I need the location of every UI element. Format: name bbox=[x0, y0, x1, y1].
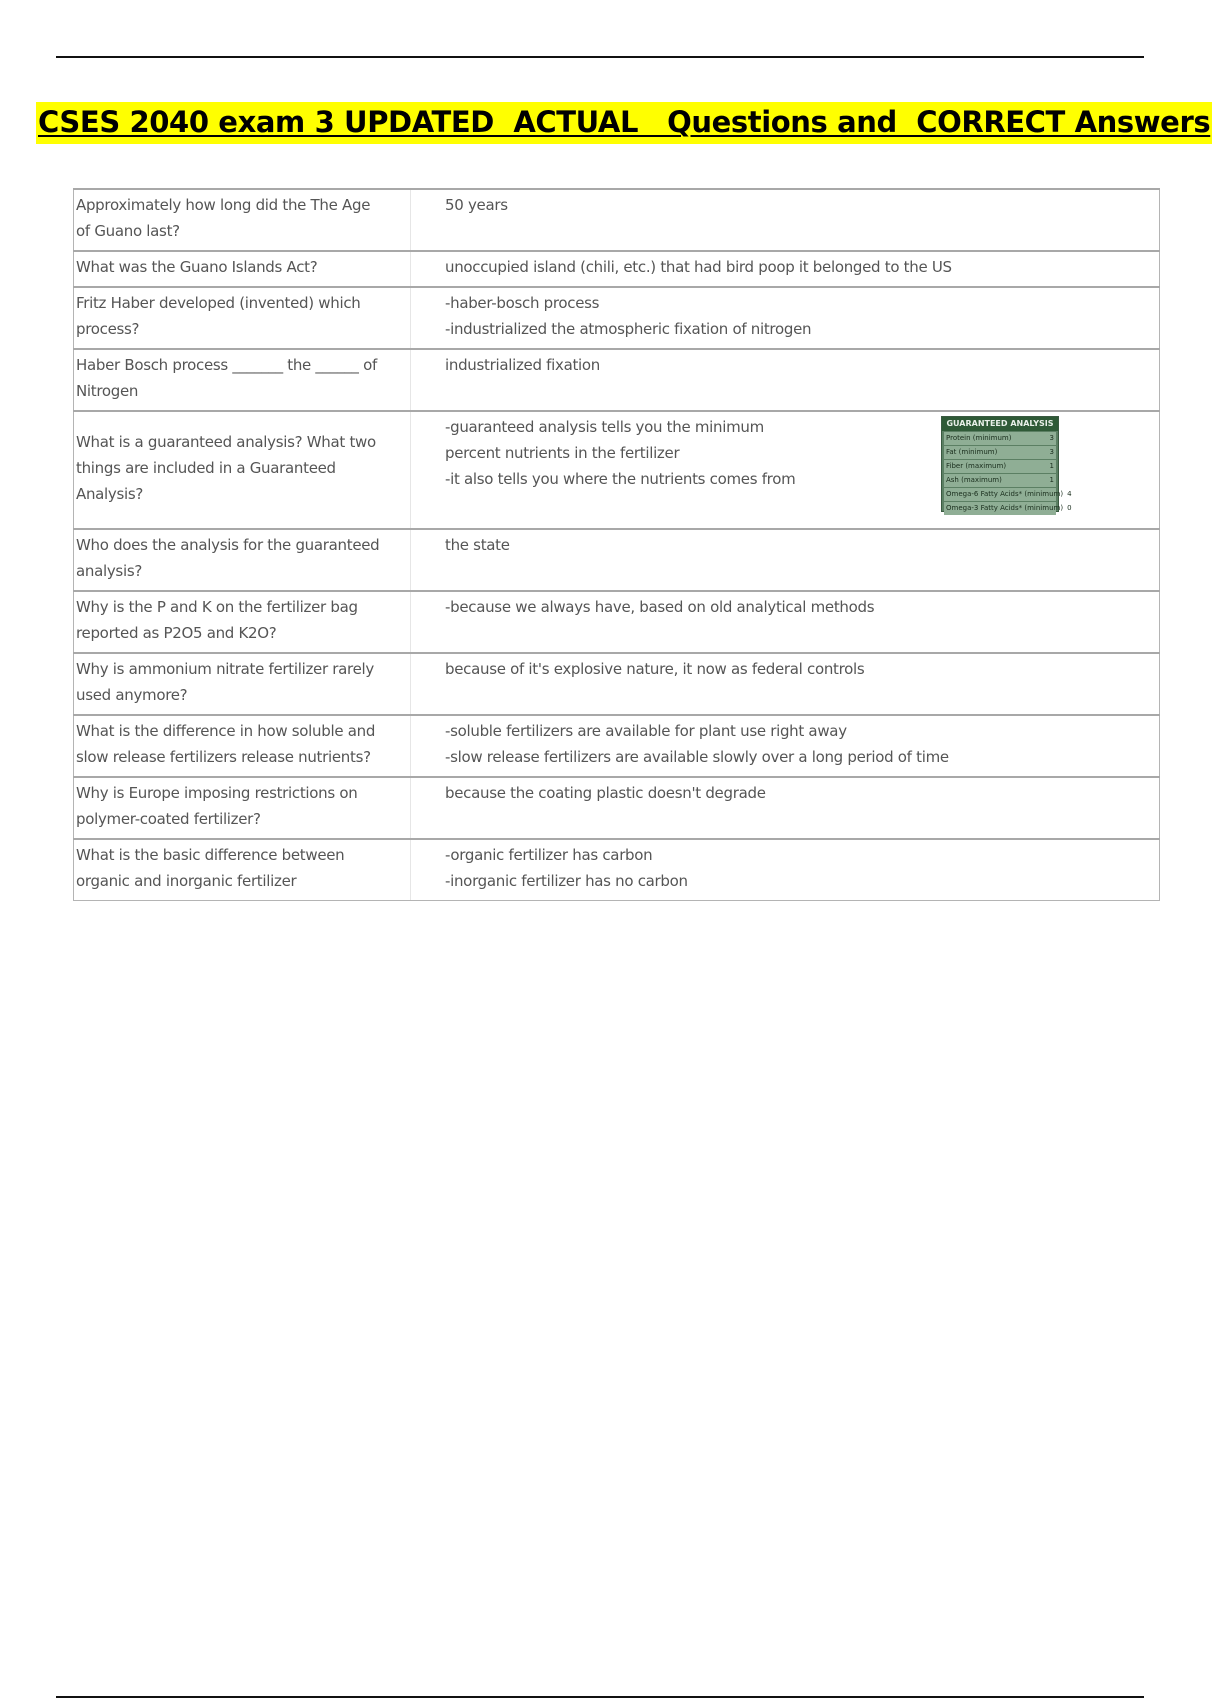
answer-text: because the coating plastic doesn't degrade bbox=[445, 784, 766, 802]
question-text: Nitrogen bbox=[76, 382, 139, 400]
answer-cell bbox=[411, 653, 1160, 715]
question-text: Fritz Haber developed (invented) which bbox=[76, 294, 361, 312]
guaranteed-analysis-row-value: 4 bbox=[1067, 490, 1072, 498]
question-text: slow release fertilizers release nutrients? bbox=[76, 748, 371, 766]
guaranteed-analysis-row-label: Fat (minimum) bbox=[946, 448, 998, 456]
question-text: of Guano last? bbox=[76, 222, 180, 240]
answer-cell bbox=[411, 529, 1160, 591]
answer-text: industrialized fixation bbox=[445, 356, 601, 374]
answer-cell bbox=[411, 251, 1160, 287]
question-cell bbox=[74, 349, 411, 411]
answer-text: -haber-bosch process bbox=[445, 294, 600, 312]
answer-text: 50 years bbox=[445, 196, 508, 214]
answer-content bbox=[445, 718, 1155, 770]
guaranteed-analysis-row-label: Protein (minimum) bbox=[946, 434, 1012, 442]
answer-text: because of it's explosive nature, it now as federal controls bbox=[445, 660, 865, 678]
qa-row bbox=[74, 777, 1160, 839]
answer-cell bbox=[411, 349, 1160, 411]
guaranteed-analysis-row-value: 1 bbox=[1049, 476, 1054, 484]
answer-content bbox=[445, 192, 1155, 218]
qa-row bbox=[74, 189, 1160, 251]
answer-content bbox=[445, 594, 1155, 620]
answer-text: percent nutrients in the fertilizer bbox=[445, 444, 680, 462]
answer-text: -because we always have, based on old analytical methods bbox=[445, 598, 875, 616]
answer-text: -it also tells you where the nutrients comes from bbox=[445, 470, 796, 488]
answer-text: -soluble fertilizers are available for plant use right away bbox=[445, 722, 847, 740]
question-text: polymer-coated fertilizer? bbox=[76, 810, 261, 828]
question-cell bbox=[74, 411, 411, 529]
qa-row bbox=[74, 251, 1160, 287]
guaranteed-analysis-row-label: Ash (maximum) bbox=[946, 476, 1002, 484]
question-cell bbox=[74, 189, 411, 251]
answer-cell bbox=[411, 287, 1160, 349]
question-text: things are included in a Guaranteed bbox=[76, 459, 336, 477]
question-text: Haber Bosch process _______ the ______ of bbox=[76, 356, 377, 374]
question-cell bbox=[74, 591, 411, 653]
question-text: organic and inorganic fertilizer bbox=[76, 872, 297, 890]
guaranteed-analysis-row bbox=[944, 460, 1056, 473]
answer-cell bbox=[411, 189, 1160, 251]
guaranteed-analysis-row-label: Omega-3 Fatty Acids* (minimum) bbox=[946, 504, 1064, 512]
question-cell bbox=[74, 839, 411, 901]
answer-content bbox=[445, 290, 1155, 342]
question-text: Approximately how long did the The Age bbox=[76, 196, 371, 214]
answer-content bbox=[445, 414, 1155, 522]
question-text: Why is ammonium nitrate fertilizer rarely bbox=[76, 660, 374, 678]
question-text: Analysis? bbox=[76, 485, 144, 503]
answer-cell bbox=[411, 777, 1160, 839]
question-cell bbox=[74, 777, 411, 839]
guaranteed-analysis-row bbox=[944, 446, 1056, 459]
question-text: What is a guaranteed analysis? What two bbox=[76, 433, 376, 451]
qa-row bbox=[74, 287, 1160, 349]
guaranteed-analysis-label-image bbox=[941, 416, 1072, 512]
footer-rule bbox=[56, 1696, 1144, 1698]
question-cell bbox=[74, 715, 411, 777]
guaranteed-analysis-row-value: 3 bbox=[1049, 434, 1054, 442]
question-text: process? bbox=[76, 320, 140, 338]
guaranteed-analysis-row-value: 1 bbox=[1049, 462, 1054, 470]
guaranteed-analysis-row-label: Fiber (maximum) bbox=[946, 462, 1007, 470]
question-text: What was the Guano Islands Act? bbox=[76, 258, 318, 276]
question-cell bbox=[74, 251, 411, 287]
question-text: Who does the analysis for the guaranteed bbox=[76, 536, 380, 554]
answer-content bbox=[445, 352, 1155, 378]
answer-content bbox=[445, 842, 1155, 894]
answer-text: unoccupied island (chili, etc.) that had bird poop it belonged to the US bbox=[445, 258, 952, 276]
qa-row bbox=[74, 411, 1160, 529]
qa-row bbox=[74, 591, 1160, 653]
question-text: What is the basic difference between bbox=[76, 846, 345, 864]
guaranteed-analysis-row bbox=[944, 488, 1072, 501]
answer-text: the state bbox=[445, 536, 510, 554]
answer-content bbox=[445, 780, 1155, 806]
answer-content bbox=[445, 254, 1155, 280]
answer-text: -slow release fertilizers are available slowly over a long period of time bbox=[445, 748, 949, 766]
guaranteed-analysis-row bbox=[944, 502, 1072, 515]
qa-table-body bbox=[74, 189, 1160, 901]
guaranteed-analysis-row-value: 3 bbox=[1049, 448, 1054, 456]
qa-table bbox=[73, 188, 1160, 901]
question-text: Why is Europe imposing restrictions on bbox=[76, 784, 358, 802]
guaranteed-analysis-row-value: 0 bbox=[1067, 504, 1072, 512]
answer-text: -organic fertilizer has carbon bbox=[445, 846, 653, 864]
guaranteed-analysis-row bbox=[944, 432, 1056, 445]
answer-cell bbox=[411, 591, 1160, 653]
answer-text: -guaranteed analysis tells you the minimum bbox=[445, 418, 764, 436]
guaranteed-analysis-heading: GUARANTEED ANALYSIS bbox=[942, 417, 1058, 431]
header-rule bbox=[56, 56, 1144, 58]
answer-text: -inorganic fertilizer has no carbon bbox=[445, 872, 688, 890]
answer-text: -industrialized the atmospheric fixation of nitrogen bbox=[445, 320, 812, 338]
answer-cell bbox=[411, 715, 1160, 777]
guaranteed-analysis-row-label: Omega-6 Fatty Acids* (minimum) bbox=[946, 490, 1064, 498]
qa-row bbox=[74, 349, 1160, 411]
qa-row bbox=[74, 653, 1160, 715]
question-cell bbox=[74, 287, 411, 349]
question-text: analysis? bbox=[76, 562, 142, 580]
question-text: What is the difference in how soluble and bbox=[76, 722, 376, 740]
answer-cell bbox=[411, 411, 1160, 529]
qa-row bbox=[74, 715, 1160, 777]
guaranteed-analysis-row bbox=[944, 474, 1056, 487]
question-cell bbox=[74, 653, 411, 715]
qa-row bbox=[74, 839, 1160, 901]
question-text: used anymore? bbox=[76, 686, 188, 704]
answer-content bbox=[445, 656, 1155, 682]
question-text: reported as P2O5 and K2O? bbox=[76, 624, 277, 642]
question-text: Why is the P and K on the fertilizer bag bbox=[76, 598, 358, 616]
question-cell bbox=[74, 529, 411, 591]
answer-cell bbox=[411, 839, 1160, 901]
document-title: CSES 2040 exam 3 UPDATED ACTUAL Questions and CORRECT Answers bbox=[36, 102, 1212, 144]
answer-content bbox=[445, 532, 1155, 558]
qa-row bbox=[74, 529, 1160, 591]
